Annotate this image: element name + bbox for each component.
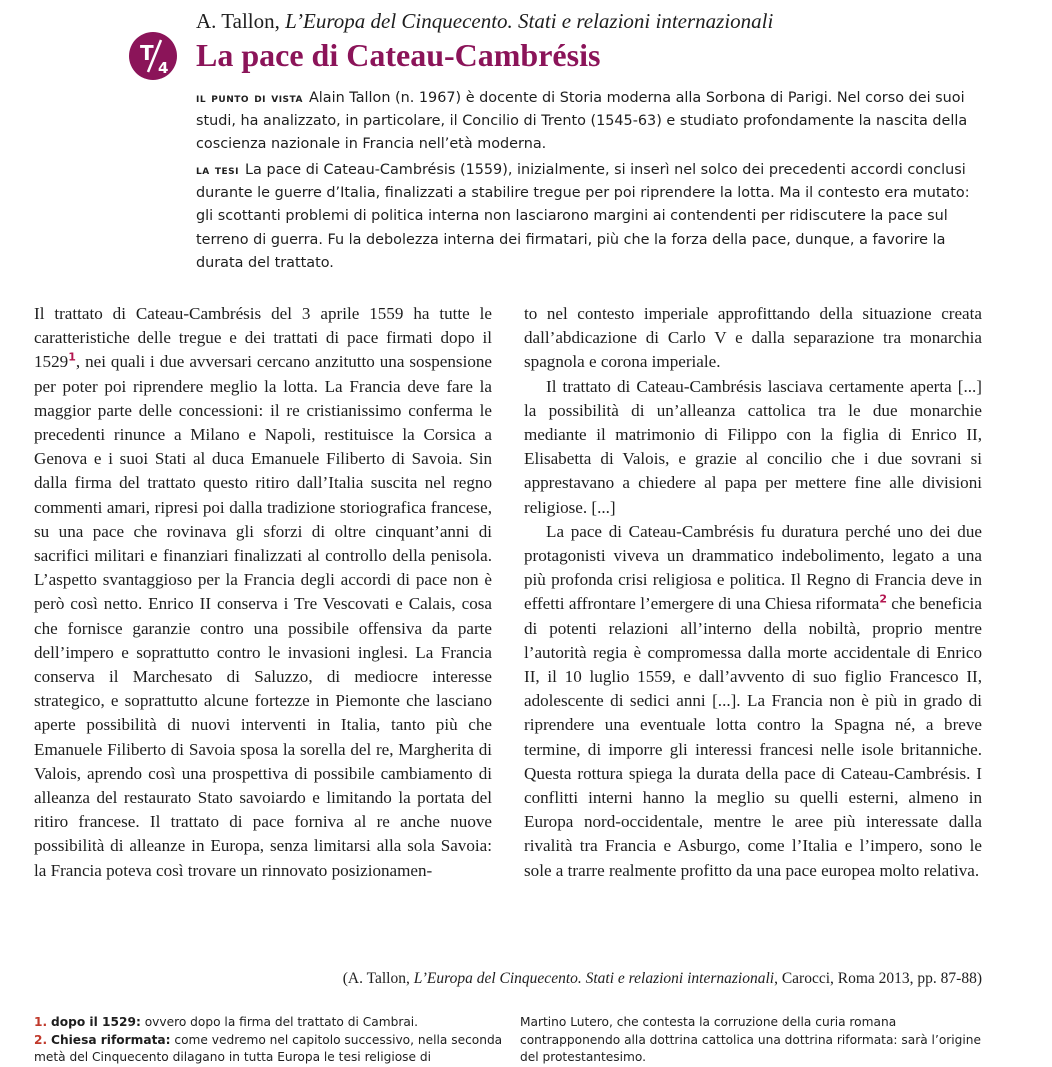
header-book-title: L’Europa del Cinquecento. Stati e relazioni internazionali (285, 9, 774, 33)
thesis-box (196, 159, 986, 275)
header-author: A. Tallon, (196, 9, 280, 33)
body-paragraph: La pace di Cateau-Cambrésis fu duratura perché uno dei due protagonisti viveva un drammatico indebolimento, legato a una più profonda crisi religiosa e politica. Il Regno di Francia deve in effetti affrontare l’emergere di una Chiesa riformata$^2$ che beneficia di potenti relazioni all’interno della nobiltà, proprio mentre l’autorità regia è compromessa dalla morte accidentale di Enrico II, il 10 luglio 1559, e dall’avvento di suo figlio Francesco II, adolescente di sedici anni [...]. La Francia non è più in grado di riprendere una eventuale lotta contro la Spagna né, a breve termine, di imporre gli interessi francesi nelle isole britanniche. Questa rottura spiega la durata della pace di Cateau-Cambrésis. I conflitti interni hanno la meglio su quelli esterni, almeno in Europa nord-occidentale, mentre le aree più interessate dalla rivalità tra Francia e Asburgo, come l’Italia e l’impero, sono le sole a trarre realmente profitto da una pace europea molto relativa. (524, 521, 982, 880)
footnote-ref-2[interactable]: 2 (879, 592, 887, 606)
footnote-ref-1[interactable]: 1 (68, 350, 76, 364)
source-header (196, 7, 1016, 35)
pov-label: il punto di vista (196, 90, 303, 106)
footnote-2: 2. Chiesa riformata: come vedremo nel capitolo successivo, nella seconda metà del Cinquecento dilagano in tutta Europa le tesi religiose di (34, 1032, 503, 1064)
body-paragraph: to nel contesto imperiale approfittando della situazione creata dall’abdicazione di Carlo V e dalla separazione tra monarchia spagnola e corona imperiale. (524, 304, 982, 372)
tesi-label: la tesi (196, 162, 240, 178)
point-of-view-box (196, 87, 986, 157)
page-title: La pace di Cateau-Cambrésis (196, 37, 601, 73)
text-badge-icon (128, 31, 178, 81)
pov-text: Alain Tallon (n. 1967) è docente di Storia moderna alla Sorbona di Parigi. Nel corso dei suoi studi, ha analizzato, in particolare, il Concilio di Trento (1545-63) e studiato profondamente la nascita della coscienza nazionale in Francia nell’età moderna. (196, 90, 968, 153)
badge-number: 4 (158, 59, 169, 77)
body-paragraph: Il trattato di Cateau-Cambrésis lasciava certamente aperta [...] la possibilità di un’alleanza cattolica tra le due monarchie mediante il matrimonio di Filippo con la figlia di Enrico II, Elisabetta di Valois, e grazie al concilio che i due sovrani si apprestavano a chiedere al papa per mettere fine alle divisioni religiose. [...] (524, 376, 982, 517)
badge-letter: T (140, 41, 154, 65)
tesi-text: La pace di Cateau-Cambrésis (1559), inizialmente, si inserì nel solco dei precedenti accordi conclusi durante le guerre d’Italia, finalizzati a stabilire tregue per poi riprendere la lotta. Ma il contesto era mutato: gli scottanti problemi di politica interna non lasciarono margini ai contendenti per ridiscutere la pace sul terreno di guerra. Fu la debolezza interna dei firmatari, più che la forza della pace, dunque, a favorire la durata del trattato. (196, 162, 970, 271)
body-column-right (524, 302, 982, 883)
footnotes-right (520, 1014, 990, 1067)
body-paragraph: Il trattato di Cateau-Cambrésis del 3 aprile 1559 ha tutte le caratteristiche delle tregue e dei trattati di pace firmati dopo il 1529$^1$, nei quali i due avversari cercano anzitutto una sospensione per poter poi riprendere meglio la lotta. La Francia deve fare la maggior parte delle concessioni: il re cristianissimo conferma le precedenti rinunce a Milano e Napoli, restituisce la Corsica a Genova e i suoi Stati al duca Emanuele Filiberto di Savoia. Sin dalla firma del trattato questo ritiro dall’Italia suscita nel regno commenti amari, ripresi poi dalla tradizione storiografica francese, su una pace che rovinava gli sforzi di oltre cinquant’anni di sacrifici militari e finanziari finalizzati al controllo della penisola. L’aspetto svantaggioso per la Francia degli accordi di pace non è però così netto. Enrico II conserva i Tre Vescovati e Calais, cosa che fornisce garanzie contro una possibile offensiva da parte dell’impero e soprattutto contro le invasioni inglesi. La Francia conserva il Marchesato di Saluzzo, di mediocre interesse strategico, e soprattutto alcune fortezze in Piemonte che lasciano aperte possibilità di nuovi interventi in Italia, tanto più che Emanuele Filiberto di Savoia sposa la sorella del re, Margherita di Valois, aprendo così una prospettiva di possibile cambiamento di alleanza del restaurato Stato savoiardo e limitando la portata del ritiro francese. Il trattato di pace forniva al re anche nuove possibilità di alleanze in Europa, senza limitarsi alla sola Savoia: la Francia poteva così trovare un rinnovato posizionamen- (34, 304, 492, 880)
body-column-left (34, 302, 492, 883)
footnote-2-continued: Martino Lutero, che contesta la corruzione della curia romana contrapponendo alla dottrina cattolica una dottrina riformata: sarà l’origine del protestantesimo. (520, 1015, 982, 1064)
footnotes-left (34, 1014, 504, 1067)
source-citation: (A. Tallon, L’Europa del Cinquecento. Stati e relazioni internazionali, Carocci, Roma 2013, pp. 87-88) (342, 970, 982, 987)
footnote-1: 1. dopo il 1529: ovvero dopo la firma del trattato di Cambrai. (34, 1015, 419, 1029)
